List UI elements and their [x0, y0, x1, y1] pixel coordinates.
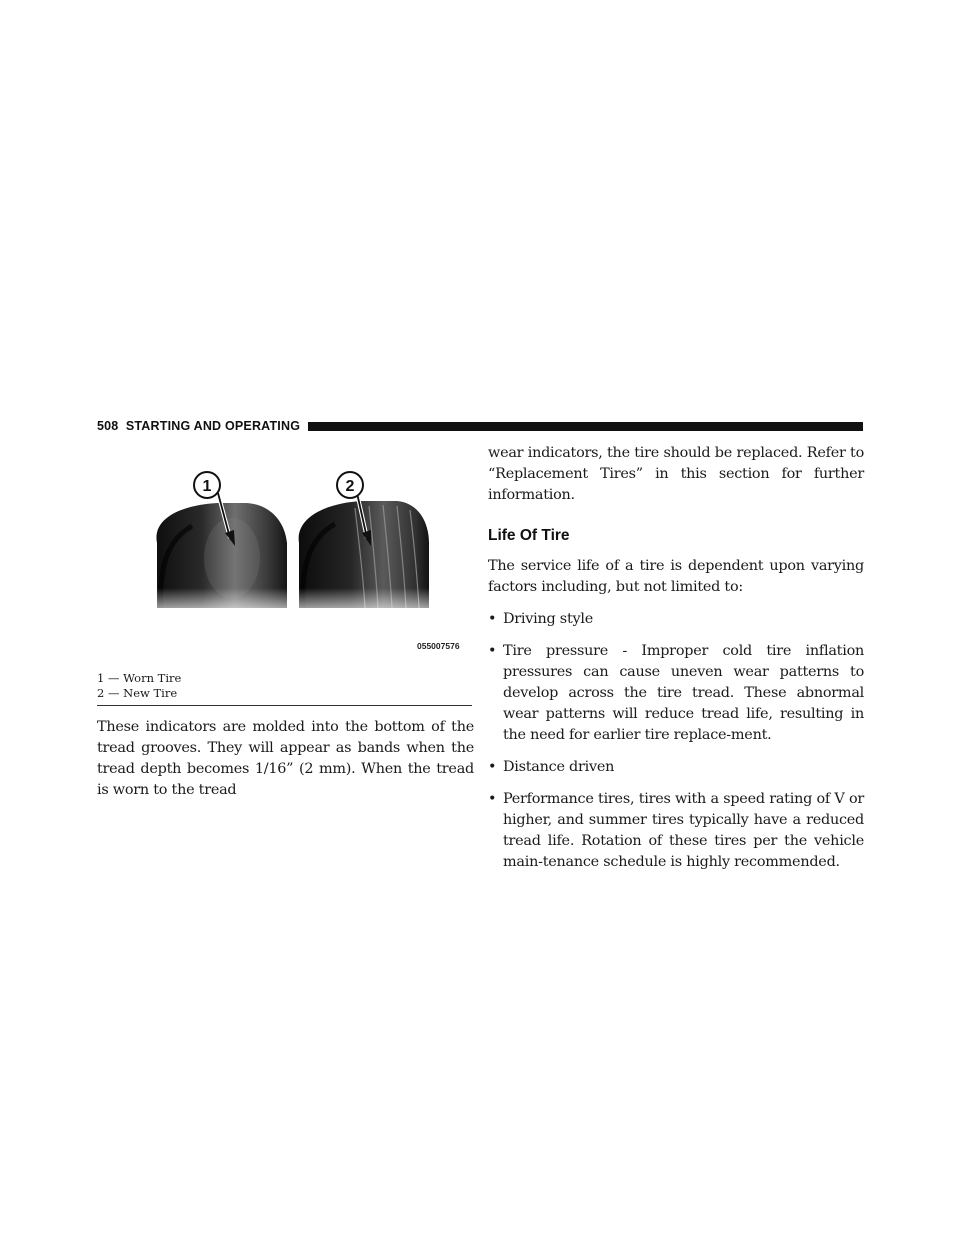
tread-indicator-paragraph: These indicators are molded into the bottom of the tread grooves. They will appear as bands when the tread depth becomes 1/16” (2 mm). When the tread is worn to the tread: [97, 719, 474, 798]
figure-code: 055007576: [417, 641, 460, 651]
callout-1-label: 1: [202, 478, 212, 495]
list-item: [488, 609, 864, 630]
page-header: [97, 418, 863, 438]
caption-worn-tire: 1 — Worn Tire: [97, 671, 182, 685]
right-column: [488, 443, 864, 884]
caption-new-tire: 2 — New Tire: [97, 686, 178, 700]
callout-2-label: 2: [345, 478, 355, 495]
tire-figure: [97, 448, 472, 658]
list-item: [488, 757, 864, 778]
bullet-mark: •: [488, 759, 497, 775]
page-header-text: [97, 419, 300, 433]
intro-paragraph: The service life of a tire is dependent upon varying factors including, but not limited to:: [488, 558, 864, 595]
section-heading: Life Of Tire: [488, 527, 570, 544]
factor-list: [488, 609, 864, 873]
header-rule: [308, 422, 863, 431]
bullet-mark: •: [488, 611, 497, 627]
list-item: [488, 789, 864, 873]
section-title: STARTING AND OPERATING: [125, 419, 301, 433]
continuation-paragraph: wear indicators, the tire should be replaced. Refer to “Replacement Tires” in this section for further information.: [488, 445, 864, 503]
caption-divider: [97, 705, 472, 706]
list-item-text: Distance driven: [503, 759, 615, 775]
figure-captions: [97, 671, 472, 701]
bullet-mark: •: [488, 791, 497, 807]
tire-illustration: [97, 448, 472, 658]
bullet-mark: •: [488, 643, 497, 659]
list-item-text: Tire pressure - Improper cold tire inflation pressures can cause uneven wear patterns to develop across the tire tread. These abnormal wear patterns will reduce tread life, resulting in the need for earlier tire replace-ment.: [503, 643, 864, 743]
list-item-text: Performance tires, tires with a speed rating of V or higher, and summer tires typically have a reduced tread life. Rotation of these tires per the vehicle main-tenance schedule is highly recommended.: [503, 791, 864, 870]
list-item: [488, 641, 864, 746]
page-number: 508: [97, 419, 119, 433]
list-item-text: Driving style: [503, 611, 593, 627]
